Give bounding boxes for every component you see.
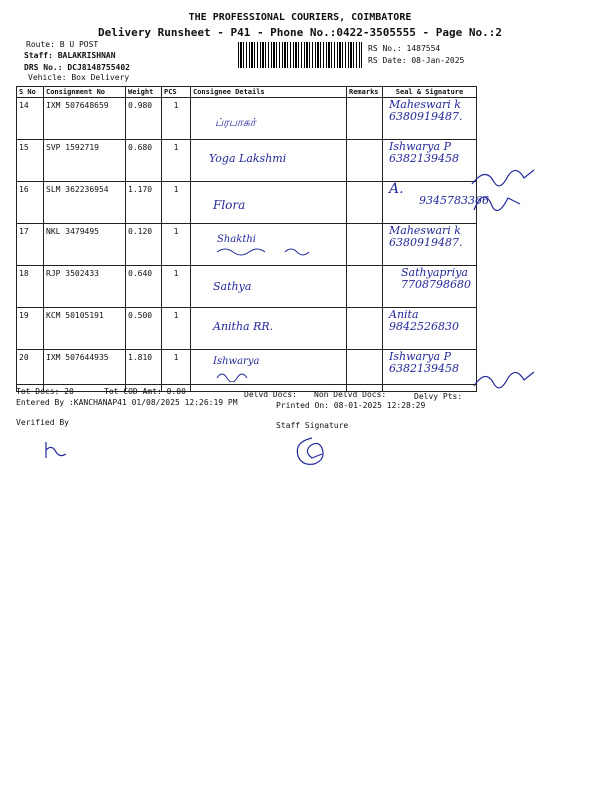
handwriting-scribble [215, 370, 255, 382]
consignee-handwriting: Flora [213, 198, 246, 212]
header-consignment: Consignment No [44, 87, 126, 98]
route-label: Route: B U POST [26, 40, 99, 49]
rs-date: RS Date: 08-Jan-2025 [368, 56, 465, 65]
table-row [17, 350, 477, 392]
cell-pcs: 1 [162, 140, 191, 182]
cell-weight: 0.500 [126, 308, 162, 350]
signature-name: Anita [389, 308, 419, 321]
consignee-handwriting: Sathya [213, 280, 252, 293]
cell-pcs: 1 [162, 350, 191, 392]
vehicle-label: Vehicle: Box Delivery [28, 73, 130, 82]
cell-remarks [347, 98, 383, 140]
delivery-points: Delvy Pts: [414, 392, 463, 401]
cell-sno: 19 [17, 308, 44, 350]
cell-remarks [347, 182, 383, 224]
table-header-row [17, 87, 477, 98]
table-row [17, 224, 477, 266]
signature-phone: 6382139458 [389, 152, 459, 165]
cell-pcs: 1 [162, 182, 191, 224]
header-remarks: Remarks [347, 87, 383, 98]
header-weight: Weight [126, 87, 162, 98]
drs-number: DRS No.: DCJ8148755402 [24, 63, 130, 72]
runsheet-table [16, 86, 489, 392]
table-row [17, 266, 477, 308]
signature-phone: 7708798680 [401, 278, 471, 291]
cell-consignment: SLM 362236954 [44, 182, 126, 224]
cell-consignment: RJP 3502433 [44, 266, 126, 308]
cell-weight: 0.120 [126, 224, 162, 266]
header-consignee: Consignee Details [191, 87, 347, 98]
signature-name: Maheswari k [389, 98, 461, 111]
header-pcs: PCS [162, 87, 191, 98]
staff-signature-label: Staff Signature [276, 421, 349, 430]
runsheet-subtitle: Delivery Runsheet - P41 - Phone No.:0422-3505555 - Page No.:2 [98, 26, 502, 39]
cell-consignee [191, 140, 347, 182]
total-docs: Tot Docs: 20 [16, 387, 74, 396]
handwriting-scribble [215, 246, 325, 258]
cell-pcs: 1 [162, 98, 191, 140]
cell-consignment: SVP 1592719 [44, 140, 126, 182]
cell-pcs: 1 [162, 266, 191, 308]
cell-remarks [347, 308, 383, 350]
verifier-signature [40, 438, 70, 464]
header-sno: S No [17, 87, 44, 98]
signature-phone: 6380919487. [389, 236, 463, 249]
consignee-handwriting: Shakthi [217, 234, 256, 245]
cell-consignment: KCM 50105191 [44, 308, 126, 350]
cell-sno: 15 [17, 140, 44, 182]
cell-weight: 0.680 [126, 140, 162, 182]
printed-on: Printed On: 08-01-2025 12:28:29 [276, 401, 426, 410]
signature-flourish [470, 188, 530, 218]
signature-flourish [470, 366, 540, 394]
signature-phone: 6380919487. [389, 110, 463, 123]
cell-sno: 18 [17, 266, 44, 308]
cell-signature [383, 224, 477, 266]
cell-consignee [191, 182, 347, 224]
signature-name: Sathyapriya [401, 266, 468, 279]
table-row [17, 140, 477, 182]
cell-sno: 16 [17, 182, 44, 224]
cell-remarks [347, 350, 383, 392]
cell-consignee [191, 266, 347, 308]
barcode-image [238, 42, 362, 68]
consignee-handwriting: Yoga Lakshmi [209, 152, 287, 165]
cell-pcs: 1 [162, 308, 191, 350]
cell-consignee [191, 98, 347, 140]
cell-signature [383, 350, 477, 392]
cell-signature [383, 98, 477, 140]
cell-sno: 20 [17, 350, 44, 392]
total-cod-amount: Tot COD Amt: 0.00 [104, 387, 186, 396]
signature-phone: 6382139458 [389, 362, 459, 375]
signature-name: A. [389, 181, 404, 197]
table-row [17, 308, 477, 350]
cell-signature [383, 308, 477, 350]
cell-pcs: 1 [162, 224, 191, 266]
footer-divider [16, 384, 476, 385]
cell-weight: 1.170 [126, 182, 162, 224]
company-title: THE PROFESSIONAL COURIERS, COIMBATORE [188, 12, 412, 23]
cell-sno: 17 [17, 224, 44, 266]
signature-name: Maheswari k [389, 224, 461, 237]
cell-remarks [347, 224, 383, 266]
rs-number: RS No.: 1487554 [368, 44, 441, 53]
entered-by: Entered By :KANCHANAP41 01/08/2025 12:26:19 PM [16, 398, 238, 407]
cell-consignee [191, 350, 347, 392]
cell-weight: 1.810 [126, 350, 162, 392]
cell-signature [383, 140, 477, 182]
cell-remarks [347, 266, 383, 308]
cell-consignment: IXM 507644935 [44, 350, 126, 392]
cell-weight: 0.640 [126, 266, 162, 308]
verified-by-label: Verified By [16, 418, 69, 427]
table-row [17, 182, 477, 224]
signature-name: Ishwarya P [389, 350, 451, 363]
cell-consignment: NKL 3479495 [44, 224, 126, 266]
header-seal-signature: Seal & Signature [383, 87, 477, 98]
cell-signature [383, 266, 477, 308]
non-delivered-docs: Non Delvd Docs: [314, 390, 387, 399]
cell-signature [383, 181, 489, 224]
delivered-docs: Delvd Docs: [244, 390, 297, 399]
cell-sno: 14 [17, 98, 44, 140]
cell-weight: 0.980 [126, 98, 162, 140]
staff-label: Staff: BALAKRISHNAN [24, 51, 116, 60]
consignee-handwriting: Ishwarya [213, 356, 260, 367]
signature-phone: 9345783366 [419, 194, 489, 207]
table-row [17, 98, 477, 140]
consignee-handwriting: Anitha RR. [213, 320, 274, 333]
consignee-handwriting: ப்ரபாகர் [215, 116, 256, 129]
cell-consignee [191, 224, 347, 266]
cell-consignee [191, 308, 347, 350]
staff-signature-scribble [292, 434, 332, 468]
signature-name: Ishwarya P [389, 140, 451, 153]
cell-consignment: IXM 507648659 [44, 98, 126, 140]
cell-remarks [347, 140, 383, 182]
signature-phone: 9842526830 [389, 320, 459, 333]
